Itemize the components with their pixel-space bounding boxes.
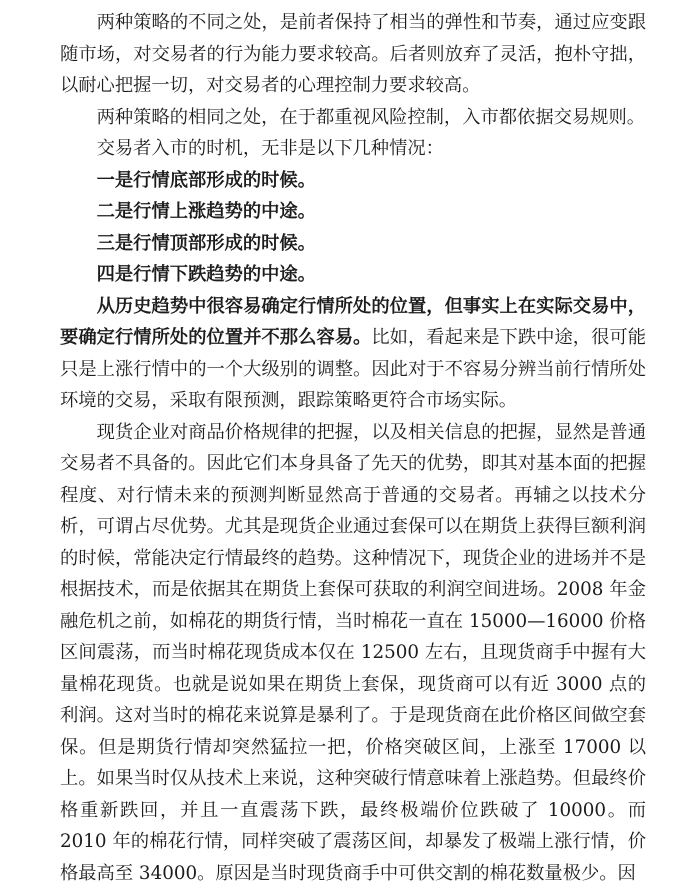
list-item-uptrend-midway: 二是行情上涨趋势的中途。: [60, 196, 646, 228]
list-item-downtrend-midway: 四是行情下跌趋势的中途。: [60, 259, 646, 291]
paragraph-strategy-differences: 两种策略的不同之处，是前者保持了相当的弹性和节奏，通过应变跟随市场，对交易者的行为能力要求较高。后者则放弃了灵活，抱朴守拙，以耐心把握一切，对交易者的心理控制力要求较高。: [60, 7, 646, 102]
paragraph-strategy-similarities: 两种策略的相同之处，在于都重视风险控制，入市都依据交易规则。: [60, 102, 646, 134]
paragraph-spot-enterprises: 现货企业对商品价格规律的把握，以及相关信息的把握，显然是普通交易者不具备的。因此它们本身具备了先天的优势，即其对基本面的把握程度、对行情未来的预测判断显然高于普通的交易者。再辅之以技术分析，可谓占尽优势。尤其是现货企业通过套保可以在期货上获得巨额利润的时候，常能决定行情最终的趋势。这种情况下，现货企业的进场并不是根据技术，而是依据其在期货上套保可获取的利润空间进场。2008 年金融危机之前，如棉花的期货行情，当时棉花一直在 15000—16000 价格区间震荡，而当时棉花现货成本仅在 12500 左右，且现货商手中握有大量棉花现货。也就是说如果在期货上套保，现货商可以有近 3000 点的利润。这对当时的棉花来说算是暴利了。于是现货商在此价格区间做空套保。但是期货行情却突然猛拉一把，价格突破区间，上涨至 17000 以上。如果当时仅从技术上来说，这种突破行情意味着上涨趋势。但最终价格重新跌回，并且一直震荡下跌，最终极端价位跌破了 10000。而 2010 年的棉花行情，同样突破了震荡区间，却暴发了极端上涨行情，价格最高至 34000。原因是当时现货商手中可供交割的棉花数量极少。因: [60, 417, 646, 889]
paragraph-trend-position-bold: 从历史趋势中很容易确定行情所处的位置，但事实上在实际交易中，要确定行情所处的位置并不那么容易。: [60, 296, 646, 349]
list-item-top-formation: 三是行情顶部形成的时候。: [60, 228, 646, 260]
paragraph-trend-position-rest: 比如，看起来是下跌中途，很可能只是上涨行情中的一个大级别的调整。因此对于不容易分辨当前行情所处环境的交易，采取有限预测，跟踪策略更符合市场实际。: [60, 327, 646, 411]
paragraph-entry-timing-intro: 交易者入市的时机，无非是以下几种情况：: [60, 133, 646, 165]
paragraph-trend-position: [60, 291, 646, 417]
list-item-bottom-formation: 一是行情底部形成的时候。: [60, 165, 646, 197]
